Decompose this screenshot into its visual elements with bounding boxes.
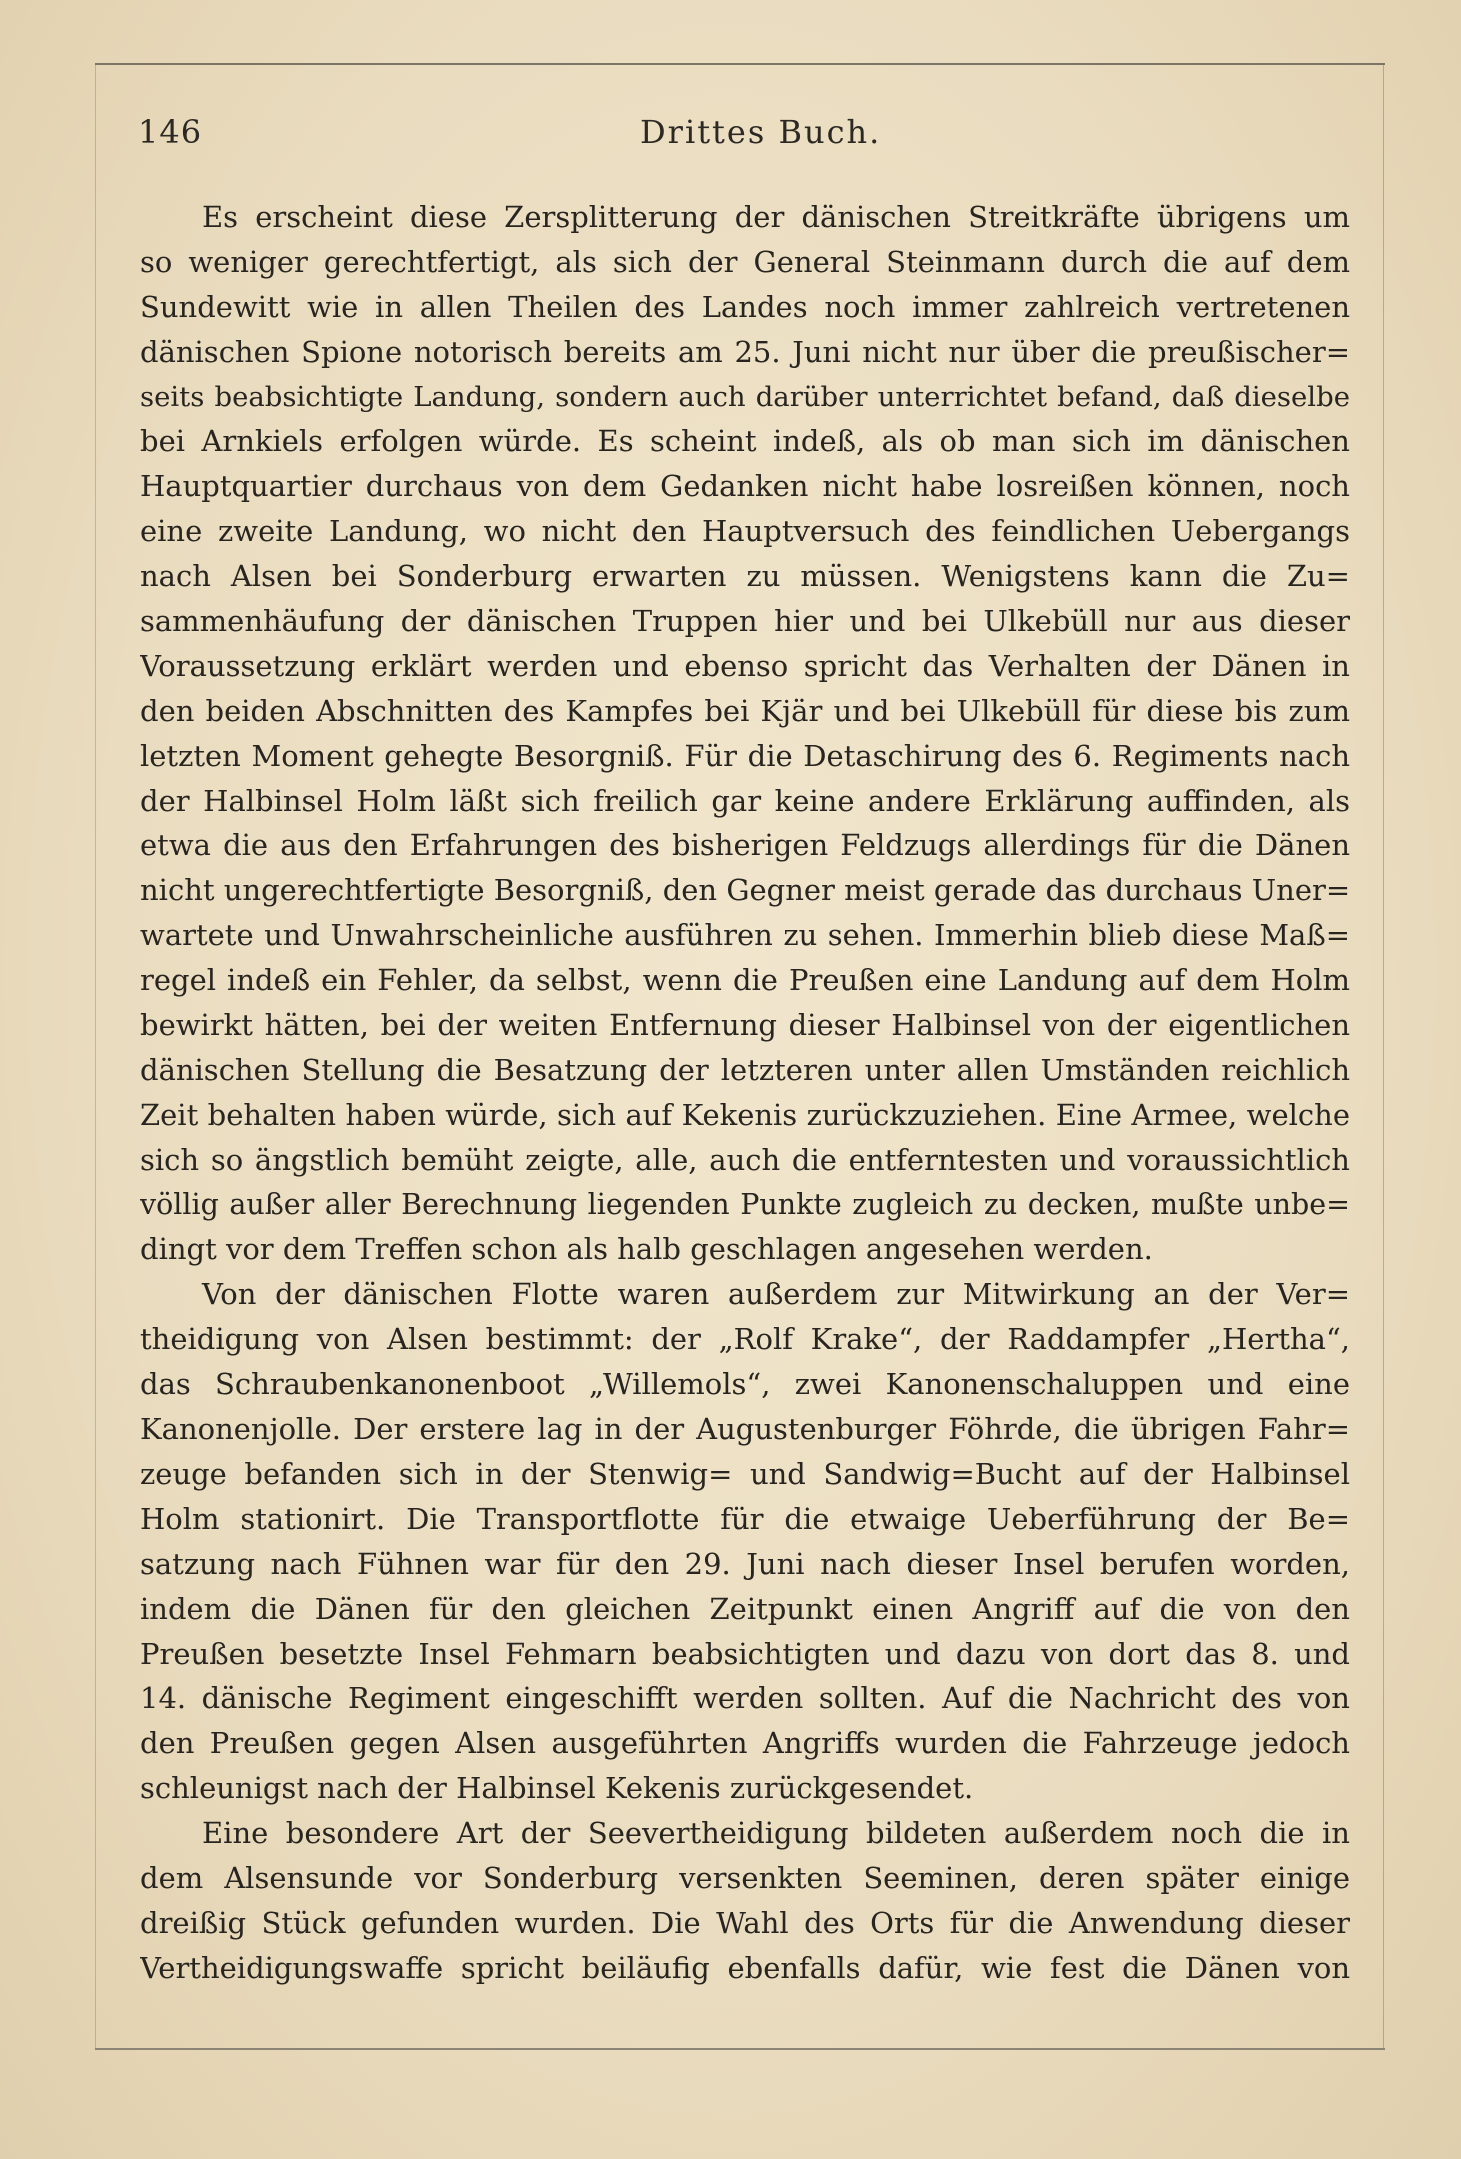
page-number: 146 — [138, 113, 203, 151]
text-line: völlig außer aller Berechnung liegenden Punkte zugleich zu decken, mußte unbe= — [140, 1187, 1350, 1221]
text-line: Zeit behalten haben würde, sich auf Kekenis zurückzuziehen. Eine Armee, welche — [140, 1097, 1350, 1132]
text-line: das Schraubenkanonenboot „Willemols“, zwei Kanonenschaluppen und eine — [140, 1367, 1350, 1402]
text-line: bei Arnkiels erfolgen würde. Es scheint indeß, als ob man sich im dänischen — [140, 424, 1350, 459]
text-line: regel indeß ein Fehler, da selbst, wenn die Preußen eine Landung auf dem Holm — [140, 963, 1350, 998]
text-line: satzung nach Fühnen war für den 29. Juni nach dieser Insel berufen worden, — [140, 1546, 1350, 1581]
text-line: Voraussetzung erklärt werden und ebenso spricht das Verhalten der Dänen in — [140, 648, 1350, 683]
text-line: Kanonenjolle. Der erstere lag in der Augustenburger Föhrde, die übrigen Fahr= — [140, 1412, 1350, 1447]
text-line: sich so ängstlich bemüht zeigte, alle, auch die entferntesten und voraussichtlich — [140, 1142, 1350, 1177]
text-line: Holm stationirt. Die Transportflotte für die etwaige Ueberführung der Be= — [140, 1501, 1350, 1536]
text-line: dingt vor dem Treffen schon als halb geschlagen angesehen werden. — [140, 1232, 1153, 1267]
text-line: 14. dänische Regiment eingeschifft werden sollten. Auf die Nachricht des von — [140, 1681, 1350, 1716]
text-line: theidigung von Alsen bestimmt: der „Rolf Krake“, der Raddampfer „Hertha“, — [140, 1322, 1350, 1357]
text-line: Preußen besetzte Insel Fehmarn beabsichtigten und dazu von dort das 8. und — [140, 1636, 1350, 1671]
text-line: so weniger gerechtfertigt, als sich der General Steinmann durch die auf dem — [140, 244, 1350, 279]
text-line: der Halbinsel Holm läßt sich freilich gar keine andere Erklärung auffinden, als — [140, 783, 1350, 818]
text-line: Eine besondere Art der Seevertheidigung bildeten außerdem noch die in — [202, 1816, 1350, 1851]
text-line: Von der dänischen Flotte waren außerdem zur Mitwirkung an der Ver= — [202, 1277, 1350, 1312]
top-rule — [95, 63, 1385, 65]
text-line: eine zweite Landung, wo nicht den Hauptversuch des feindlichen Uebergangs — [140, 514, 1350, 549]
text-line: zeuge befanden sich in der Stenwig= und Sandwig=Bucht auf der Halbinsel — [140, 1456, 1350, 1491]
text-line: dreißig Stück gefunden wurden. Die Wahl des Orts für die Anwendung dieser — [140, 1905, 1350, 1940]
text-line: den Preußen gegen Alsen ausgeführten Angriffs wurden die Fahrzeuge jedoch — [140, 1726, 1350, 1761]
text-line: Hauptquartier durchaus von dem Gedanken nicht habe losreißen können, noch — [140, 469, 1350, 504]
right-margin-line — [1383, 63, 1384, 2048]
left-margin-line — [95, 63, 96, 2048]
text-line: Vertheidigungswaffe spricht beiläufig ebenfalls dafür, wie fest die Dänen von — [140, 1950, 1350, 1985]
text-line: dem Alsensunde vor Sonderburg versenkten Seeminen, deren später einige — [140, 1860, 1350, 1895]
text-line: indem die Dänen für den gleichen Zeitpunkt einen Angriff auf die von den — [140, 1591, 1350, 1626]
text-line: schleunigst nach der Halbinsel Kekenis zurückgesendet. — [140, 1771, 974, 1806]
bottom-rule — [95, 2048, 1385, 2050]
body-text — [140, 195, 1350, 1991]
text-line: nach Alsen bei Sonderburg erwarten zu müssen. Wenigstens kann die Zu= — [140, 559, 1350, 594]
text-line: bewirkt hätten, bei der weiten Entfernung dieser Halbinsel von der eigentlichen — [140, 1008, 1350, 1043]
text-line: letzten Moment gehegte Besorgniß. Für die Detaschirung des 6. Regiments nach — [140, 738, 1350, 773]
text-line: Es erscheint diese Zersplitterung der dänischen Streitkräfte übrigens um — [202, 200, 1350, 234]
running-head: Drittes Buch. — [640, 113, 882, 151]
text-line: etwa die aus den Erfahrungen des bisherigen Feldzugs allerdings für die Dänen — [140, 828, 1350, 863]
text-line: den beiden Abschnitten des Kampfes bei Kjär und bei Ulkebüll für diese bis zum — [140, 693, 1350, 728]
text-line: dänischen Stellung die Besatzung der letzteren unter allen Umständen reichlich — [140, 1052, 1350, 1087]
text-line: Sundewitt wie in allen Theilen des Landes noch immer zahlreich vertretenen — [140, 289, 1350, 324]
text-line: sammenhäufung der dänischen Truppen hier und bei Ulkebüll nur aus dieser — [140, 604, 1350, 639]
text-line: wartete und Unwahrscheinliche ausführen zu sehen. Immerhin blieb diese Maß= — [140, 918, 1350, 953]
text-line: nicht ungerechtfertigte Besorgniß, den Gegner meist gerade das durchaus Uner= — [140, 873, 1350, 908]
text-line: dänischen Spione notorisch bereits am 25. Juni nicht nur über die preußischer= — [140, 334, 1350, 369]
text-line: seits beabsichtigte Landung, sondern auch darüber unterrichtet befand, daß dieselbe — [140, 380, 1350, 413]
